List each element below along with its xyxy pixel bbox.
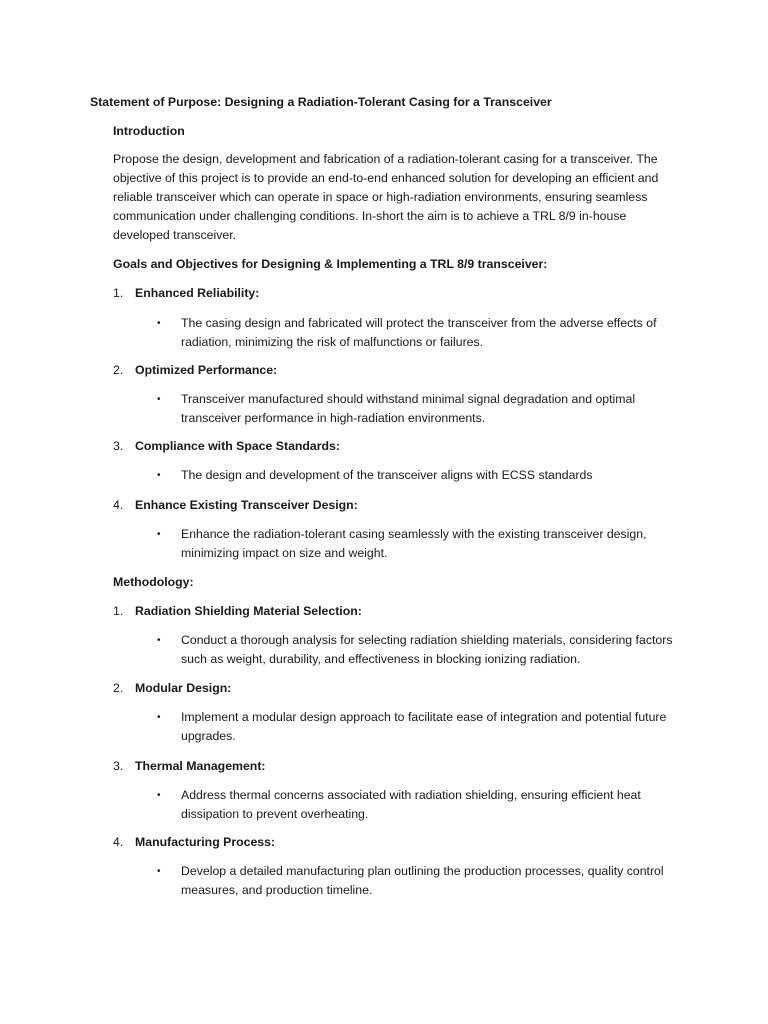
bullet-icon: • xyxy=(157,866,161,877)
goal-item xyxy=(113,361,277,380)
methodology-bullet-text: Implement a modular design approach to facilitate ease of integration and potential future upgrades. xyxy=(181,710,667,743)
goal-number: 3. xyxy=(113,439,124,453)
methodology-bullet xyxy=(157,631,677,669)
goal-number: 4. xyxy=(113,498,124,512)
bullet-icon: • xyxy=(157,790,161,801)
goal-item xyxy=(113,284,259,303)
methodology-bullet xyxy=(157,786,677,824)
goal-bullet-text: Enhance the radiation-tolerant casing seamlessly with the existing transceiver design, minimizing impact on size and weight. xyxy=(181,527,647,560)
methodology-bullet xyxy=(157,862,677,900)
methodology-number: 1. xyxy=(113,604,124,618)
methodology-bullet-text: Address thermal concerns associated with radiation shielding, ensuring efficient heat dissipation to prevent overheating. xyxy=(181,788,641,821)
goal-label: Enhanced Reliability: xyxy=(135,286,260,300)
goal-bullet xyxy=(157,466,677,485)
methodology-item xyxy=(113,602,362,621)
methodology-number: 3. xyxy=(113,759,124,773)
bullet-icon: • xyxy=(157,635,161,646)
methodology-heading: Methodology: xyxy=(113,575,194,589)
methodology-bullet-text: Conduct a thorough analysis for selecting radiation shielding materials, considering factors such as weight, durability, and effectiveness in blocking ionizing radiation. xyxy=(181,633,673,666)
goal-number: 1. xyxy=(113,286,124,300)
methodology-bullet xyxy=(157,708,677,746)
goal-number: 2. xyxy=(113,363,124,377)
goal-bullet xyxy=(157,525,677,563)
bullet-icon: • xyxy=(157,394,161,405)
methodology-number: 4. xyxy=(113,835,124,849)
methodology-label: Modular Design: xyxy=(135,681,232,695)
methodology-label: Radiation Shielding Material Selection: xyxy=(135,604,362,618)
methodology-label: Thermal Management: xyxy=(135,759,266,773)
goal-item xyxy=(113,496,358,515)
bullet-icon: • xyxy=(157,318,161,329)
goal-item xyxy=(113,437,340,456)
methodology-label: Manufacturing Process: xyxy=(135,835,276,849)
bullet-icon: • xyxy=(157,529,161,540)
methodology-item xyxy=(113,679,231,698)
methodology-item xyxy=(113,833,275,852)
introduction-heading: Introduction xyxy=(113,124,185,138)
goal-bullet-text: Transceiver manufactured should withstand minimal signal degradation and optimal transceiver performance in high-radiation environments. xyxy=(181,392,636,425)
methodology-bullet-text: Develop a detailed manufacturing plan outlining the production processes, quality control measures, and production timeline. xyxy=(181,864,664,897)
goal-label: Optimized Performance: xyxy=(135,363,278,377)
bullet-icon: • xyxy=(157,470,161,481)
goals-heading: Goals and Objectives for Designing & Implementing a TRL 8/9 transceiver: xyxy=(113,257,548,271)
document-title: Statement of Purpose: Designing a Radiation-Tolerant Casing for a Transceiver xyxy=(90,95,552,109)
goal-label: Enhance Existing Transceiver Design: xyxy=(135,498,358,512)
goal-bullet-text: The casing design and fabricated will protect the transceiver from the adverse effects of radiation, minimizing the risk of malfunctions or failures. xyxy=(181,316,657,349)
goal-bullet xyxy=(157,390,677,428)
introduction-paragraph: Propose the design, development and fabrication of a radiation-tolerant casing for a transceiver. The objective of this project is to provide an end-to-end enhanced solution for developing an efficient and reliable transceiver which can operate in space or high-radiation environments, ensuring seamless communication under challenging conditions. In-short the aim is to achieve a TRL 8/9 in-house developed transceiver. xyxy=(113,152,659,242)
goal-bullet xyxy=(157,314,677,352)
goal-label: Compliance with Space Standards: xyxy=(135,439,340,453)
goal-bullet-text: The design and development of the transceiver aligns with ECSS standards xyxy=(181,468,593,482)
methodology-number: 2. xyxy=(113,681,124,695)
bullet-icon: • xyxy=(157,712,161,723)
methodology-item xyxy=(113,757,266,776)
